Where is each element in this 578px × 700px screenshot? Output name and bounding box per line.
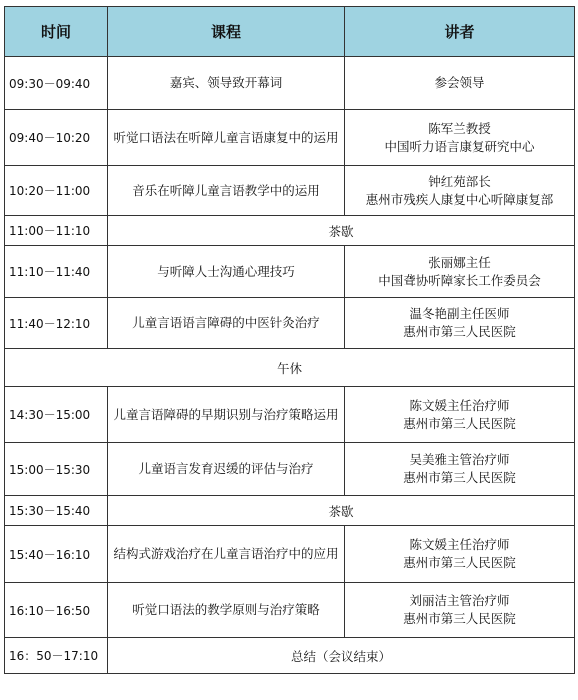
speaker-affiliation: 惠州市第三人民医院 xyxy=(403,324,516,339)
table-row xyxy=(5,349,575,387)
speaker-cell xyxy=(345,57,575,110)
speaker-cell xyxy=(345,526,575,583)
time-cell: 15:30－15:40 xyxy=(5,496,108,526)
table-row xyxy=(5,110,575,166)
speaker-name: 张丽娜主任 xyxy=(428,254,491,270)
speaker-name: 刘丽洁主管治疗师 xyxy=(409,593,510,608)
table-row xyxy=(5,496,575,526)
merged-cell: 总结（会议结束） xyxy=(108,638,575,674)
table-row xyxy=(5,246,575,298)
speaker-name: 陈军兰教授 xyxy=(428,120,491,136)
course-cell: 听觉口语法的教学原则与治疗策略 xyxy=(108,583,345,638)
table-row xyxy=(5,298,575,349)
table-row xyxy=(5,216,575,246)
time-cell: 09:30－09:40 xyxy=(5,57,108,110)
time-cell: 11:00－11:10 xyxy=(5,216,108,246)
time-cell: 11:10－11:40 xyxy=(5,246,108,298)
header-row xyxy=(5,7,575,57)
time-cell: 09:40－10:20 xyxy=(5,110,108,166)
table-row xyxy=(5,526,575,583)
course-cell: 儿童言语障碍的早期识别与治疗策略运用 xyxy=(108,387,345,443)
table-row xyxy=(5,387,575,443)
speaker-name: 温冬艳副主任医师 xyxy=(409,306,510,321)
speaker-cell xyxy=(345,166,575,216)
time-cell: 11:40－12:10 xyxy=(5,298,108,349)
time-cell: 15:00－15:30 xyxy=(5,443,108,496)
speaker-affiliation: 惠州市残疾人康复中心听障康复部 xyxy=(365,191,554,207)
speaker-cell xyxy=(345,387,575,443)
speaker-affiliation: 惠州市第三人民医院 xyxy=(403,611,516,626)
course-cell: 儿童语言发育迟缓的评估与治疗 xyxy=(108,443,345,496)
schedule-rows xyxy=(5,57,575,674)
speaker-affiliation: 中国听力语言康复研究中心 xyxy=(384,138,535,154)
break-cell: 午休 xyxy=(5,349,575,387)
header-course: 课程 xyxy=(108,7,345,57)
speaker-name: 陈文媛主任治疗师 xyxy=(409,537,510,552)
course-cell: 儿童言语语言障碍的中医针灸治疗 xyxy=(108,298,345,349)
speaker-affiliation: 中国聋协听障家长工作委员会 xyxy=(378,272,541,288)
speaker-cell xyxy=(345,583,575,638)
table-row xyxy=(5,443,575,496)
header-speaker: 讲者 xyxy=(345,7,575,57)
speaker-affiliation: 惠州市第三人民医院 xyxy=(403,470,516,485)
course-cell: 听觉口语法在听障儿童言语康复中的运用 xyxy=(108,110,345,166)
schedule-table xyxy=(4,6,575,674)
speaker-name: 参会领导 xyxy=(434,75,485,90)
course-cell: 与听障人士沟通心理技巧 xyxy=(108,246,345,298)
speaker-cell xyxy=(345,246,575,298)
time-cell: 15:40－16:10 xyxy=(5,526,108,583)
merged-cell: 茶歇 xyxy=(108,216,575,246)
time-cell: 16：50－17:10 xyxy=(5,638,108,674)
time-cell: 16:10－16:50 xyxy=(5,583,108,638)
table-row xyxy=(5,166,575,216)
table-row xyxy=(5,57,575,110)
speaker-name: 钟红苑部长 xyxy=(428,173,491,189)
merged-cell: 茶歇 xyxy=(108,496,575,526)
speaker-name: 吴美雅主管治疗师 xyxy=(409,452,510,467)
time-cell: 10:20－11:00 xyxy=(5,166,108,216)
speaker-cell xyxy=(345,110,575,166)
time-cell: 14:30－15:00 xyxy=(5,387,108,443)
speaker-name: 陈文媛主任治疗师 xyxy=(409,397,510,413)
speaker-cell xyxy=(345,298,575,349)
table-row xyxy=(5,638,575,674)
course-cell: 音乐在听障儿童言语教学中的运用 xyxy=(108,166,345,216)
course-cell: 结构式游戏治疗在儿童言语治疗中的应用 xyxy=(108,526,345,583)
course-cell: 嘉宾、领导致开幕词 xyxy=(108,57,345,110)
speaker-affiliation: 惠州市第三人民医院 xyxy=(403,415,516,431)
header-time: 时间 xyxy=(5,7,108,57)
speaker-affiliation: 惠州市第三人民医院 xyxy=(403,555,516,570)
speaker-cell xyxy=(345,443,575,496)
table-row xyxy=(5,583,575,638)
